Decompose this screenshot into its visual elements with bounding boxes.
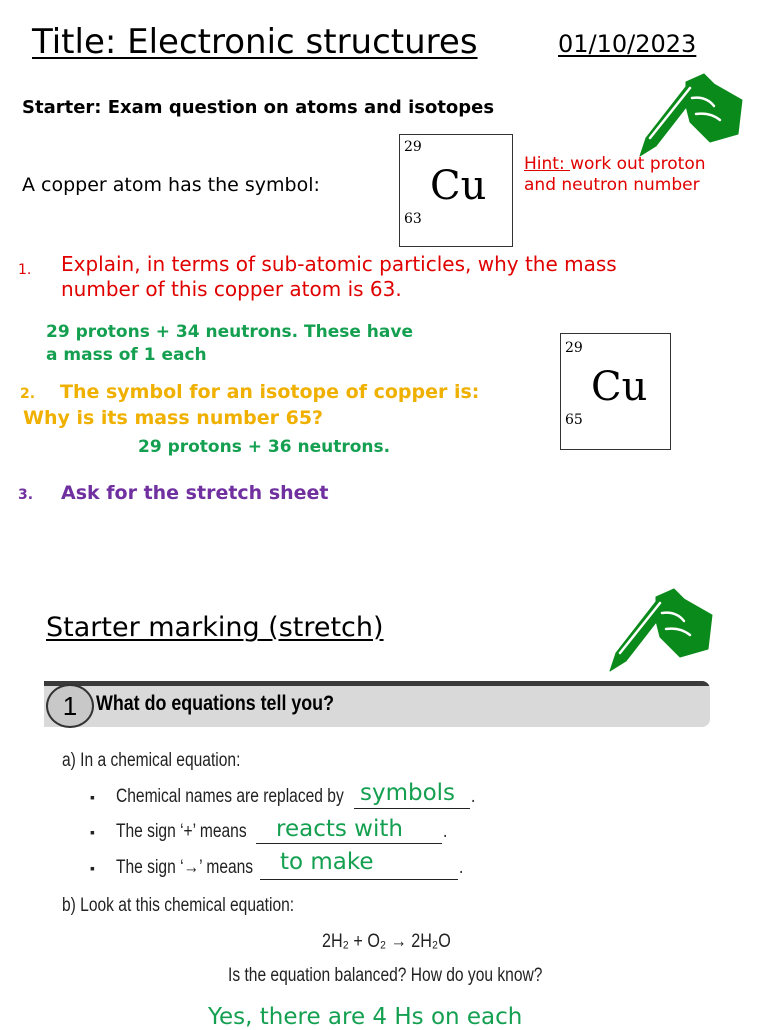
- part-b-label: b) Look at this chemical equation:: [62, 895, 295, 916]
- bullet-1-text: Chemical names are replaced by: [116, 786, 344, 807]
- question-2-number: 2.: [20, 386, 36, 402]
- page-title: Title: Electronic structures: [32, 22, 478, 62]
- bullet-3-answer: to make: [280, 849, 374, 875]
- chemical-equation: 2H₂ + O₂ → 2H₂O: [322, 931, 451, 952]
- section-banner: [44, 681, 710, 727]
- hand-writing-pencil-icon: [626, 70, 746, 160]
- hint-line-2: and neutron number: [524, 175, 700, 195]
- question-3: [18, 482, 329, 504]
- starter-heading: Starter: Exam question on atoms and isotopes: [22, 97, 495, 118]
- part-a-label: a) In a chemical equation:: [62, 750, 241, 771]
- bullet-marker: ▪: [90, 824, 95, 840]
- answer-1: [46, 321, 413, 367]
- question-2-line-1: The symbol for an isotope of copper is:: [60, 381, 480, 403]
- blank-line: [354, 808, 470, 809]
- copper-65-symbol-box: [560, 333, 671, 450]
- question-2: [20, 380, 479, 430]
- section-title: What do equations tell you?: [96, 692, 334, 715]
- element-symbol: Cu: [591, 364, 648, 410]
- bullet-3-text: The sign ‘→’ means: [116, 857, 254, 878]
- answer-2: 29 protons + 36 neutrons.: [138, 437, 391, 457]
- section-number-badge: 1: [46, 684, 94, 728]
- bullet-2-answer: reacts with: [276, 816, 403, 842]
- question-3-number: 3.: [18, 487, 34, 503]
- bullet-2-text: The sign ‘+’ means: [116, 821, 247, 842]
- balance-question: Is the equation balanced? How do you know?: [228, 965, 543, 986]
- hand-writing-pencil-icon: [596, 585, 716, 675]
- bullet-end: .: [471, 786, 476, 807]
- question-1: [18, 252, 638, 302]
- blank-line: [256, 843, 442, 844]
- question-2-line-2: Why is its mass number 65?: [23, 407, 324, 429]
- bullet-1-answer: symbols: [360, 780, 456, 806]
- copper-63-symbol-box: [399, 134, 513, 247]
- copper-symbol-prompt: A copper atom has the symbol:: [22, 174, 320, 196]
- hint-text: [524, 154, 706, 196]
- atomic-number: 29: [565, 340, 583, 356]
- bullet-marker: ▪: [90, 860, 95, 876]
- hint-line-1: work out proton: [570, 154, 706, 174]
- element-symbol: Cu: [430, 163, 487, 209]
- mass-number: 65: [565, 412, 583, 428]
- answer-1-line-2: a mass of 1 each: [46, 345, 207, 365]
- bullet-marker: ▪: [90, 789, 95, 805]
- blank-line: [260, 879, 458, 880]
- balance-answer: Yes, there are 4 Hs on each: [208, 1004, 523, 1030]
- question-3-text: Ask for the stretch sheet: [61, 482, 329, 504]
- atomic-number: 29: [404, 139, 422, 155]
- answer-1-line-1: 29 protons + 34 neutrons. These have: [46, 322, 413, 342]
- question-1-number: 1.: [18, 262, 32, 278]
- bullet-end: .: [459, 857, 464, 878]
- mass-number: 63: [404, 211, 422, 227]
- hint-label: Hint:: [524, 154, 571, 174]
- starter-marking-heading: Starter marking (stretch): [46, 612, 384, 643]
- question-1-text: Explain, in terms of sub-atomic particles, why the mass number of this copper atom is 63.: [61, 252, 617, 301]
- bullet-end: .: [443, 821, 448, 842]
- page-date: 01/10/2023: [558, 30, 697, 58]
